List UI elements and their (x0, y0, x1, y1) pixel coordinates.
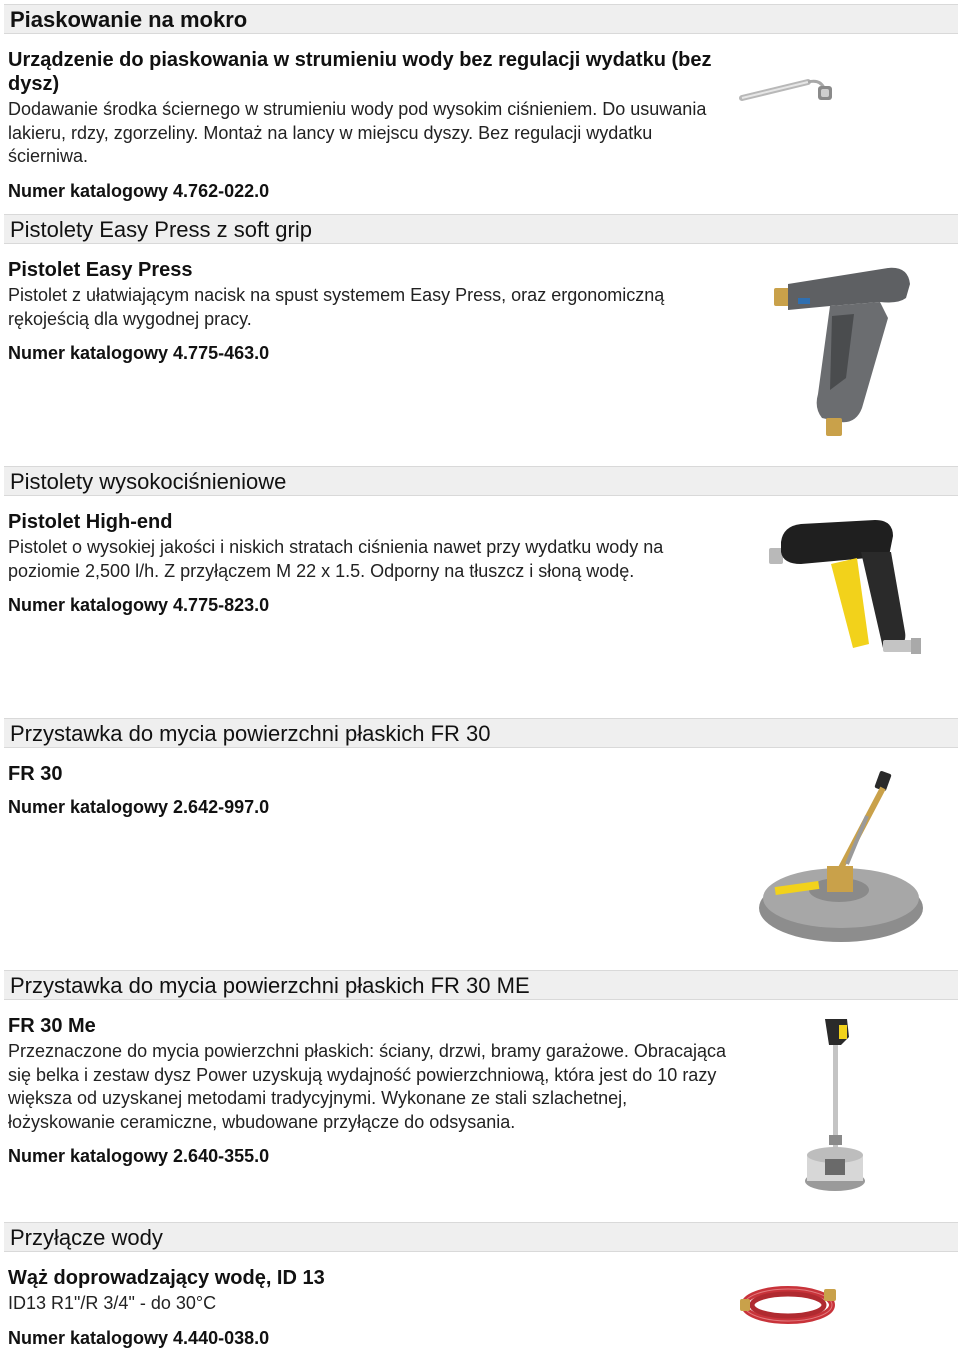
section-header-water-connection (4, 1222, 958, 1252)
sandblasting-lance-image (738, 62, 838, 110)
fr30me-surface-cleaner-image (795, 1015, 875, 1200)
section-header-fr30-me (4, 970, 958, 1000)
catalog-number: Numer katalogowy 4.440-038.0 (8, 1327, 270, 1348)
section-title: Przystawka do mycia powierzchni płaskich FR 30 ME (10, 973, 530, 998)
product-description: Pistolet o wysokiej jakości i niskich stratach ciśnienia nawet przy wydatku wody na poziomie 2,500 l/h. Z przyłączem M 22 x 1.5. Odporny na tłuszcz i słoną wodę. (8, 537, 664, 581)
section-title: Przystawka do mycia powierzchni płaskich FR 30 (10, 721, 491, 746)
product-easy-press-gun (8, 258, 728, 364)
catalog-number: Numer katalogowy 4.775-823.0 (8, 595, 270, 615)
product-fr30 (8, 762, 728, 818)
section-header-easy-press (4, 214, 958, 244)
product-sandblasting-device (8, 48, 728, 202)
high-end-gun-image (765, 512, 945, 667)
product-name: Wąż doprowadzający wodę, ID 13 (8, 1267, 325, 1289)
catalog-number: Numer katalogowy 4.775-463.0 (8, 343, 270, 363)
easy-press-gun-image (770, 258, 920, 443)
section-title: Pistolety wysokociśnieniowe (10, 469, 287, 494)
catalog-number: Numer katalogowy 2.640-355.0 (8, 1146, 270, 1166)
product-fr30-me (8, 1014, 728, 1167)
product-description: Dodawanie środka ściernego w strumieniu wody pod wysokim ciśnieniem. Do usuwania lakieru, rdzy, zgorzeliny. Montaż na lancy w miejscu dyszy. Bez regulacji wydatku ścierniwa. (8, 99, 707, 166)
product-description: Przeznaczone do mycia powierzchni płaskich: ściany, drzwi, bramy garażowe. Obracająca się belka i zestaw dysz Power uzyskują wydajność powierzchniową, która jest do 10 razy większa od uzyskanej metodami tradycyjnymi. Wykonane ze stali szlachetnej, łożyskowanie ceramiczne, wbudowane przyłącze do odsysania. (8, 1041, 726, 1132)
section-header-high-pressure-guns (4, 466, 958, 496)
product-name: FR 30 (8, 763, 63, 785)
product-name: Urządzenie do piaskowania w strumieniu wody bez regulacji wydatku (bez dysz) (8, 49, 712, 95)
product-water-hose (8, 1266, 728, 1349)
product-name: Pistolet Easy Press (8, 259, 193, 281)
section-header-fr30 (4, 718, 958, 748)
section-title: Piaskowanie na mokro (10, 7, 248, 32)
product-description: Pistolet z ułatwiającym nacisk na spust systemem Easy Press, oraz ergonomiczną rękojeścią dla wygodnej pracy. (8, 285, 665, 329)
catalog-number: Numer katalogowy 2.642-997.0 (8, 797, 270, 817)
section-title: Pistolety Easy Press z soft grip (10, 217, 312, 242)
section-title: Przyłącze wody (10, 1225, 163, 1250)
product-name: FR 30 Me (8, 1015, 96, 1037)
product-description: ID13 R1"/R 3/4" - do 30°C (8, 1293, 217, 1313)
fr30-surface-cleaner-image (755, 768, 930, 946)
product-high-end-gun (8, 510, 728, 616)
product-name: Pistolet High-end (8, 511, 173, 533)
water-hose-image (738, 1275, 838, 1335)
catalog-number: Numer katalogowy 4.762-022.0 (8, 180, 270, 201)
section-header-wet-sandblasting (4, 4, 958, 34)
